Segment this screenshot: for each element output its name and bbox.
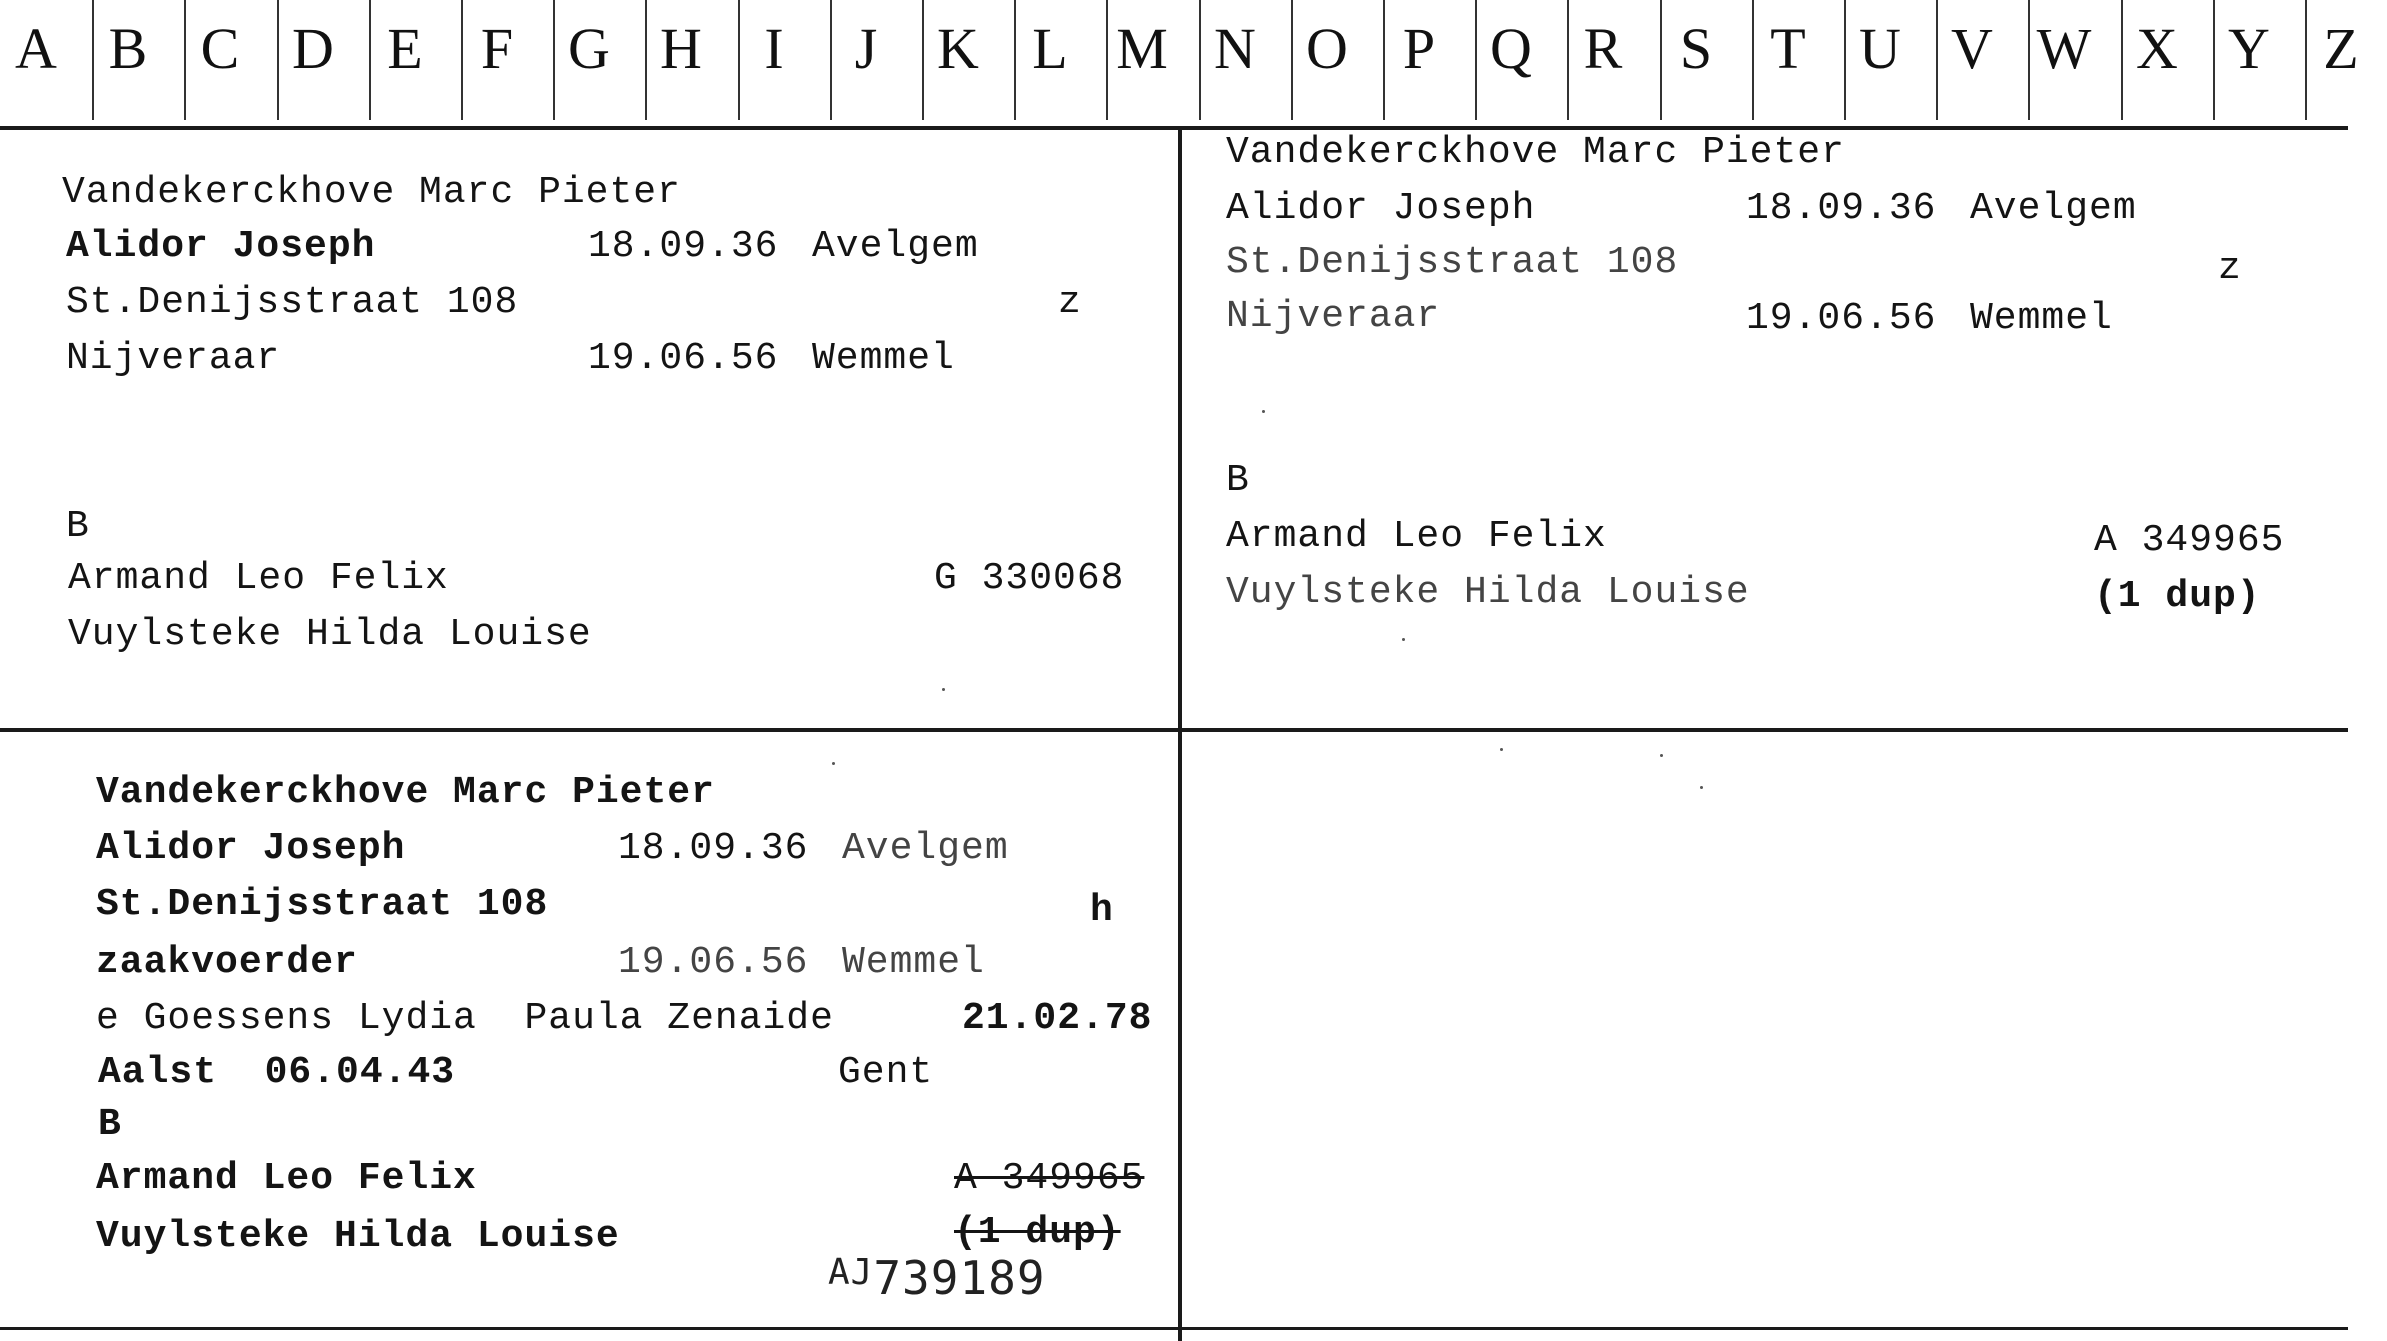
- index-letter-y: Y: [2228, 16, 2270, 81]
- card-birth-place: Avelgem: [842, 827, 1009, 870]
- card-spouse: e Goessens Lydia Paula Zenaide: [96, 997, 834, 1040]
- card-duplicate-note: (1 dup): [2094, 575, 2261, 618]
- card-given-names: Alidor Joseph: [96, 827, 406, 870]
- card-category: B: [1226, 459, 1250, 502]
- card-marriage-place: Wemmel: [842, 941, 985, 984]
- card-file-number-struck: A 349965: [954, 1157, 1145, 1200]
- card-occupation: Nijveraar: [1226, 295, 1441, 338]
- card-marriage-date: 19.06.56: [618, 941, 809, 984]
- index-letter-x: X: [2136, 16, 2178, 81]
- card-given-names: Alidor Joseph: [66, 225, 376, 268]
- card-father: Armand Leo Felix: [96, 1157, 477, 1200]
- card-marriage-date: 19.06.56: [1746, 297, 1937, 340]
- index-letter-i: I: [764, 16, 784, 81]
- index-letter-r: R: [1583, 16, 1623, 81]
- card-birth-date: 18.09.36: [618, 827, 809, 870]
- card-stamp-prefix: AJ: [828, 1252, 874, 1293]
- scan-speck: [1700, 786, 1703, 789]
- card-spouse-place: Gent: [838, 1051, 934, 1094]
- index-letter-u: U: [1859, 16, 1901, 81]
- card-occupation: Nijveraar: [66, 337, 281, 380]
- card-stamp-number: 739189: [873, 1251, 1046, 1305]
- card-birth-place: Avelgem: [1970, 187, 2137, 230]
- index-letter-d: D: [292, 16, 334, 81]
- scan-speck: [1500, 748, 1503, 751]
- card-street: St.Denijsstraat 108: [96, 883, 549, 926]
- index-letter-j: J: [854, 16, 878, 81]
- card-file-number: G 330068: [934, 557, 1125, 600]
- card-marriage-place: Wemmel: [812, 337, 955, 380]
- card-father: Armand Leo Felix: [68, 557, 449, 600]
- card-file-number: A 349965: [2094, 519, 2285, 562]
- index-letter-l: L: [1032, 16, 1068, 81]
- card-name-line: Vandekerckhove Marc Pieter: [96, 771, 715, 814]
- scan-speck: [832, 762, 835, 765]
- scan-speck: [942, 688, 945, 691]
- alphabet-index-strip: [0, 0, 2359, 130]
- card-spouse-birth: Aalst 06.04.43: [98, 1051, 456, 1094]
- card-street: St.Denijsstraat 108: [1226, 241, 1679, 284]
- index-letter-c: C: [200, 16, 240, 81]
- index-letter-s: S: [1679, 16, 1713, 81]
- card-name-line: Vandekerckhove Marc Pieter: [62, 171, 681, 214]
- index-letter-q: Q: [1490, 16, 1532, 81]
- card-birth-place: Avelgem: [812, 225, 979, 268]
- card-mark: z: [2218, 247, 2242, 290]
- index-letter-g: G: [568, 16, 610, 81]
- index-letter-f: F: [480, 16, 514, 81]
- card-name-line: Vandekerckhove Marc Pieter: [1226, 131, 1845, 174]
- scan-speck: [1402, 638, 1405, 641]
- index-letter-t: T: [1770, 16, 1806, 81]
- index-letter-a: A: [15, 16, 57, 81]
- card-mark: h: [1090, 889, 1114, 932]
- card-stamp: [828, 1248, 1046, 1303]
- card-marriage-place: Wemmel: [1970, 297, 2113, 340]
- card-birth-date: 18.09.36: [588, 225, 779, 268]
- index-letter-m: M: [1116, 16, 1168, 81]
- index-letter-v: V: [1951, 16, 1993, 81]
- index-letter-n: N: [1214, 16, 1256, 81]
- index-letter-z: Z: [2323, 16, 2359, 81]
- card-mother: Vuylsteke Hilda Louise: [96, 1215, 620, 1258]
- card-occupation: zaakvoerder: [96, 941, 358, 984]
- card-father: Armand Leo Felix: [1226, 515, 1607, 558]
- horizontal-card-divider: [0, 728, 2348, 732]
- card-given-names: Alidor Joseph: [1226, 187, 1536, 230]
- index-letter-k: K: [937, 16, 979, 81]
- card-spouse-date: 21.02.78: [962, 997, 1153, 1040]
- scan-speck: [1660, 754, 1663, 757]
- index-letter-o: O: [1306, 16, 1348, 81]
- index-letter-b: B: [108, 16, 148, 81]
- card-mother: Vuylsteke Hilda Louise: [68, 613, 592, 656]
- vertical-card-divider: [1178, 126, 1182, 1341]
- card-marriage-date: 19.06.56: [588, 337, 779, 380]
- card-street: St.Denijsstraat 108: [66, 281, 519, 324]
- card-duplicate-note-struck: (1 dup): [954, 1211, 1121, 1254]
- card-mother: Vuylsteke Hilda Louise: [1226, 571, 1750, 614]
- index-letter-p: P: [1402, 16, 1436, 81]
- card-category: B: [98, 1103, 122, 1146]
- card-category: B: [66, 505, 90, 548]
- scan-speck: [1262, 410, 1265, 413]
- card-mark: z: [1058, 281, 1082, 324]
- index-letter-e: E: [387, 16, 423, 81]
- index-letter-w: W: [2036, 16, 2092, 81]
- bottom-card-divider: [0, 1327, 2348, 1330]
- card-birth-date: 18.09.36: [1746, 187, 1937, 230]
- index-letter-h: H: [660, 16, 702, 81]
